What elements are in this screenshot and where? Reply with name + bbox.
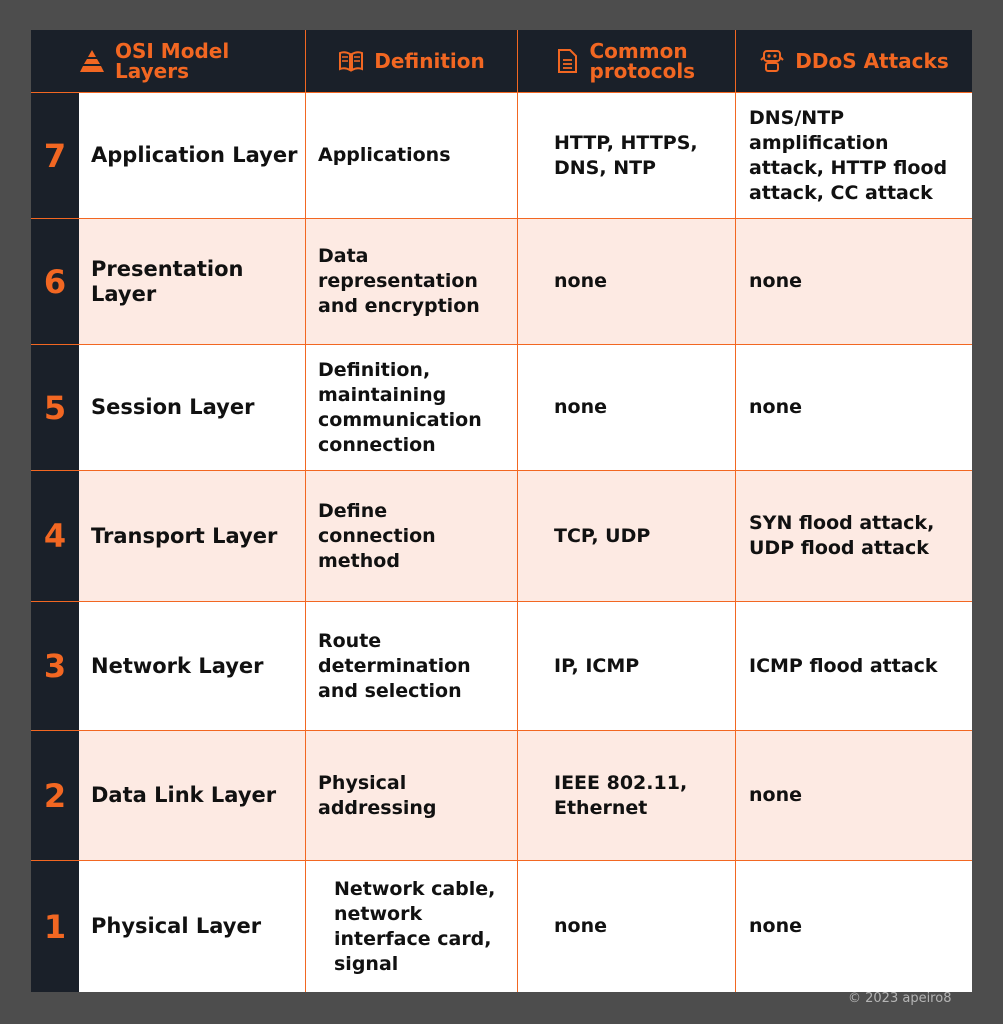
layer-definition: Definition, maintaining communication connection — [306, 345, 518, 471]
layer-protocols: none — [518, 345, 736, 471]
layer-protocols: IP, ICMP — [518, 602, 736, 731]
header-definition — [306, 30, 518, 93]
layer-definition: Applications — [306, 93, 518, 219]
header-layers — [79, 30, 306, 93]
document-icon — [554, 48, 580, 74]
header-corner — [31, 30, 79, 93]
robot-attacker-icon — [759, 48, 785, 74]
layer-number: 1 — [31, 861, 79, 992]
osi-table — [31, 30, 972, 1006]
header-attacks-label: DDoS Attacks — [795, 49, 949, 73]
book-icon — [338, 48, 364, 74]
layer-definition: Data representation and encryption — [306, 219, 518, 345]
layer-definition: Network cable, network interface card, signal — [306, 861, 518, 992]
header-protocols — [518, 30, 736, 93]
header-definition-label: Definition — [374, 49, 485, 73]
layer-definition: Define connection method — [306, 471, 518, 602]
layer-name: Network Layer — [79, 602, 306, 731]
layer-name: Data Link Layer — [79, 731, 306, 861]
layer-protocols: none — [518, 219, 736, 345]
layer-number: 4 — [31, 471, 79, 602]
layer-name: Physical Layer — [79, 861, 306, 992]
layer-protocols: none — [518, 861, 736, 992]
layers-pyramid-icon — [79, 48, 105, 74]
layer-name: Presentation Layer — [79, 219, 306, 345]
layer-attacks: none — [736, 345, 972, 471]
layer-attacks: ICMP flood attack — [736, 602, 972, 731]
copyright-notice: © 2023 apeiro8 — [848, 991, 952, 1006]
layer-number: 6 — [31, 219, 79, 345]
layer-number: 5 — [31, 345, 79, 471]
layer-attacks: none — [736, 219, 972, 345]
layer-definition: Route determination and selection — [306, 602, 518, 731]
layer-protocols: IEEE 802.11, Ethernet — [518, 731, 736, 861]
layer-attacks: DNS/NTP amplification attack, HTTP flood attack, CC attack — [736, 93, 972, 219]
layer-number: 3 — [31, 602, 79, 731]
layer-name: Transport Layer — [79, 471, 306, 602]
layer-definition: Physical addressing — [306, 731, 518, 861]
layer-name: Session Layer — [79, 345, 306, 471]
layer-protocols: TCP, UDP — [518, 471, 736, 602]
header-protocols-label: Common protocols — [589, 39, 696, 83]
header-attacks — [736, 30, 972, 93]
layer-attacks: SYN flood attack, UDP flood attack — [736, 471, 972, 602]
layer-attacks: none — [736, 731, 972, 861]
layer-protocols: HTTP, HTTPS, DNS, NTP — [518, 93, 736, 219]
layer-number: 2 — [31, 731, 79, 861]
layer-number: 7 — [31, 93, 79, 219]
layer-attacks: none — [736, 861, 972, 992]
layer-name: Application Layer — [79, 93, 306, 219]
header-layers-label: OSI Model Layers — [115, 39, 230, 83]
